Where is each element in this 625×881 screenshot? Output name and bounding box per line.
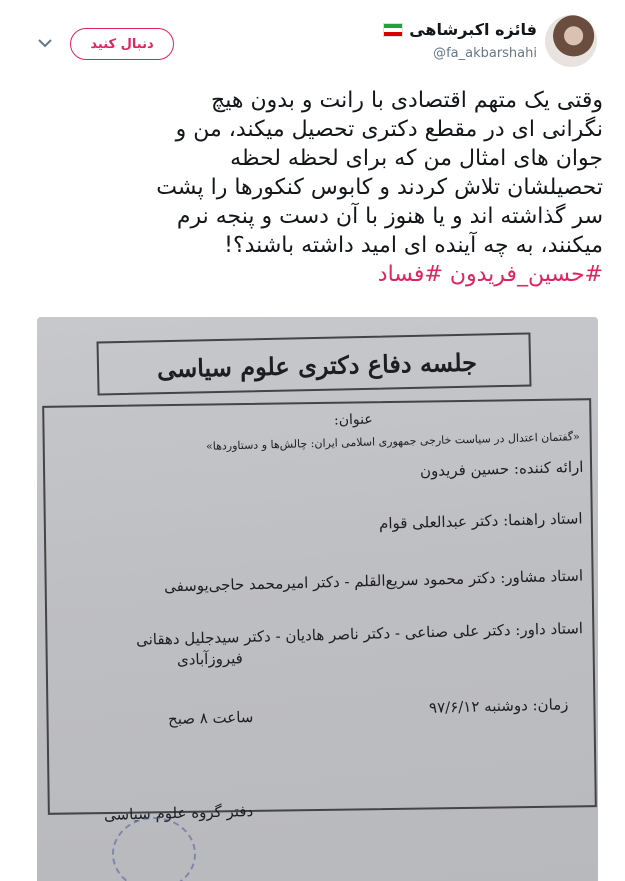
tweet-photo[interactable] <box>37 317 598 881</box>
supervisor-line: استاد راهنما: دکتر عبدالعلی قوام <box>379 509 584 533</box>
author-name-row[interactable] <box>383 20 537 39</box>
tweet-header <box>0 0 625 80</box>
display-name[interactable]: فائزه اکبرشاهی <box>409 20 537 39</box>
tweet-line: جوان های امثال من که برای لحظه لحظه <box>230 146 603 171</box>
tweet-text <box>18 86 603 289</box>
tweet-line: نگرانی ای در مقطع دکتری تحصیل میکند، من و <box>175 117 603 142</box>
avatar[interactable] <box>545 15 597 67</box>
office-line: دفتر گروه علوم سیاسی <box>103 802 254 824</box>
chevron-down-icon[interactable] <box>38 36 52 50</box>
user-handle[interactable]: @fa_akbarshahi <box>433 46 537 61</box>
date-line: زمان: دوشنبه ۹۷/۶/۱۲ <box>428 695 569 717</box>
advisors-line: استاد مشاور: دکتر محمود سریع‌القلم - دکتر امیرمحمد حاجی‌یوسفی <box>163 566 584 596</box>
presenter-line: ارائه کننده: حسین فریدون <box>419 457 584 481</box>
tweet-line: سر گذاشته اند و یا هنوز با آن دست و پنجه نرم <box>176 204 603 229</box>
subject-value: «گفتمان اعتدال در سیاست خارجی جمهوری اسلامی ایران: چالش‌ها و دستاوردها» <box>206 430 581 453</box>
document-sheet <box>37 317 598 881</box>
iran-flag-icon <box>383 23 403 37</box>
referees-line-continued: فیروزآبادی <box>176 649 244 669</box>
referees-line: استاد داور: دکتر علی صناعی - دکتر ناصر هادیان - دکتر سیدجلیل دهقانی <box>135 619 584 649</box>
document-title: جلسه دفاع دکتری علوم سیاسی <box>156 347 478 384</box>
follow-button[interactable]: دنبال کنید <box>70 28 174 60</box>
tweet-line: میکنند، به چه آینده ای امید داشته باشند؟! <box>224 233 603 258</box>
hashtag-links[interactable]: #حسین_فریدون #فساد <box>377 262 603 287</box>
subject-label: عنوان: <box>334 411 374 429</box>
tweet-line: وقتی یک متهم اقتصادی با رانت و بدون هیچ <box>211 88 603 113</box>
tweet-line: تحصیلشان تلاش کردند و کابوس کنکورها را پشت <box>156 175 603 200</box>
stamp-mark <box>112 817 196 881</box>
time-line: ساعت ۸ صبح <box>167 707 254 729</box>
